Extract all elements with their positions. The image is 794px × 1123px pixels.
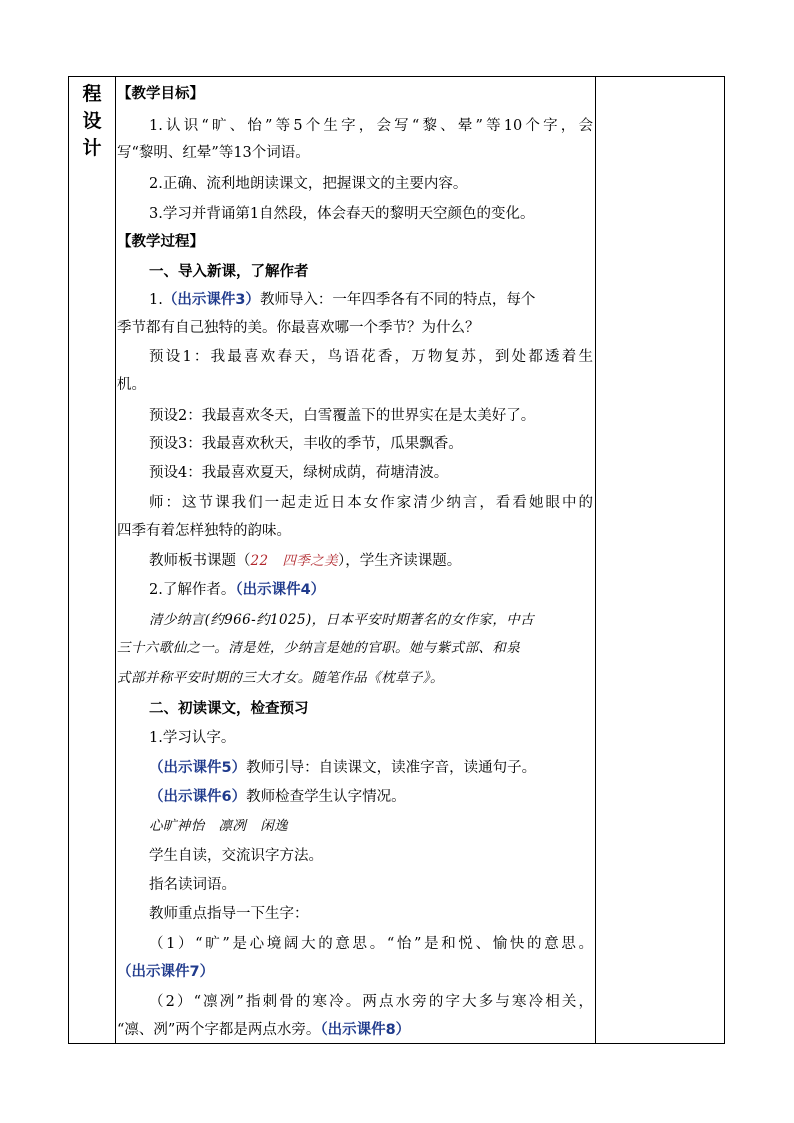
text-line: 季节都有自己独特的美。你最喜欢哪一个季节？为什么？ [117, 320, 480, 336]
text-line: 2.了解作者。（出示课件4） [149, 582, 326, 598]
subsection-heading: 一、导入新课，了解作者 [149, 264, 309, 280]
text-line: （出示课件6）教师检查学生认字情况。 [149, 789, 406, 805]
column-divider-right [595, 77, 596, 1043]
side-label-cell [69, 77, 115, 162]
text-line: 1.（出示课件3）教师导入：一年四季各有不同的特点，每个 [149, 292, 536, 308]
text-line: 预设2：我最喜欢冬天，白雪覆盖下的世界实在是太美好了。 [149, 408, 536, 424]
author-bio-line: 三十六歌仙之一。清是姓，少纳言是她的官职。她与紫式部、和泉 [117, 640, 521, 656]
side-label-char: 设 [82, 110, 102, 132]
section-heading-process: 【教学过程】 [117, 234, 204, 250]
courseware-tag: （出示课件6） [149, 789, 247, 805]
side-label-char: 程 [82, 83, 102, 105]
vocabulary-words: 心旷神怡 凛冽 闲逸 [149, 818, 288, 834]
courseware-tag: （出示课件8） [320, 1022, 411, 1038]
side-label-char: 计 [82, 137, 102, 159]
text-line: 1.认识“旷、怡”等5个生字，会写“黎、晕”等10个字，会 [149, 118, 593, 134]
text-line: 预设1：我最喜欢春天，鸟语花香，万物复苏，到处都透着生 [149, 349, 593, 365]
text-line: （2）“凛冽”指刺骨的寒冷。两点水旁的字大多与寒冷相关， [149, 994, 593, 1010]
text-line: 学生自读，交流识字方法。 [149, 848, 323, 864]
text-line: 1.学习认字。 [149, 730, 236, 746]
text-line: （1）“旷”是心境阔大的意思。“怡”是和悦、愉快的意思。 [149, 936, 593, 952]
text-line: 机。 [117, 377, 146, 393]
courseware-tag: （出示课件7） [117, 964, 215, 980]
text-line: 师：这节课我们一起走近日本女作家清少纳言，看看她眼中的 [149, 495, 593, 511]
courseware-tag: （出示课件5） [149, 760, 247, 776]
lesson-title: 22 四季之美 [250, 553, 338, 569]
column-divider-left [115, 77, 116, 1043]
text-line: 指名读词语。 [149, 877, 236, 893]
courseware-tag: （出示课件3） [162, 292, 260, 308]
text-line: （出示课件5）教师引导：自读课文，读准字音，读通句子。 [149, 760, 537, 776]
text-line: 教师重点指导一下生字： [149, 906, 309, 922]
section-heading-goals: 【教学目标】 [117, 86, 204, 102]
text-line: “凛、冽”两个字都是两点水旁。（出示课件8） [117, 1022, 411, 1038]
text-line: 教师板书课题（22 四季之美），学生齐读课题。 [149, 553, 462, 569]
text-line: 预设4：我最喜欢夏天，绿树成荫，荷塘清波。 [149, 465, 449, 481]
author-bio-line: 式部并称平安时期的三大才女。随笔作品《枕草子》。 [117, 670, 444, 686]
text-line: 3.学习并背诵第1自然段，体会春天的黎明天空颜色的变化。 [149, 206, 535, 222]
text-line: 写“黎明、红晕”等13个词语。 [117, 145, 310, 161]
text-line: 预设3：我最喜欢秋天，丰收的季节，瓜果飘香。 [149, 436, 463, 452]
lesson-plan-table [68, 76, 725, 1044]
courseware-tag: （出示课件4） [235, 582, 326, 598]
text-line: 2.正确、流利地朗读课文，把握课文的主要内容。 [149, 176, 468, 192]
author-bio-line: 清少纳言(约966-约1025)，日本平安时期著名的女作家，中古 [149, 612, 535, 628]
text-line: 四季有着怎样独特的韵味。 [117, 523, 291, 539]
subsection-heading: 二、初读课文，检查预习 [149, 701, 309, 717]
